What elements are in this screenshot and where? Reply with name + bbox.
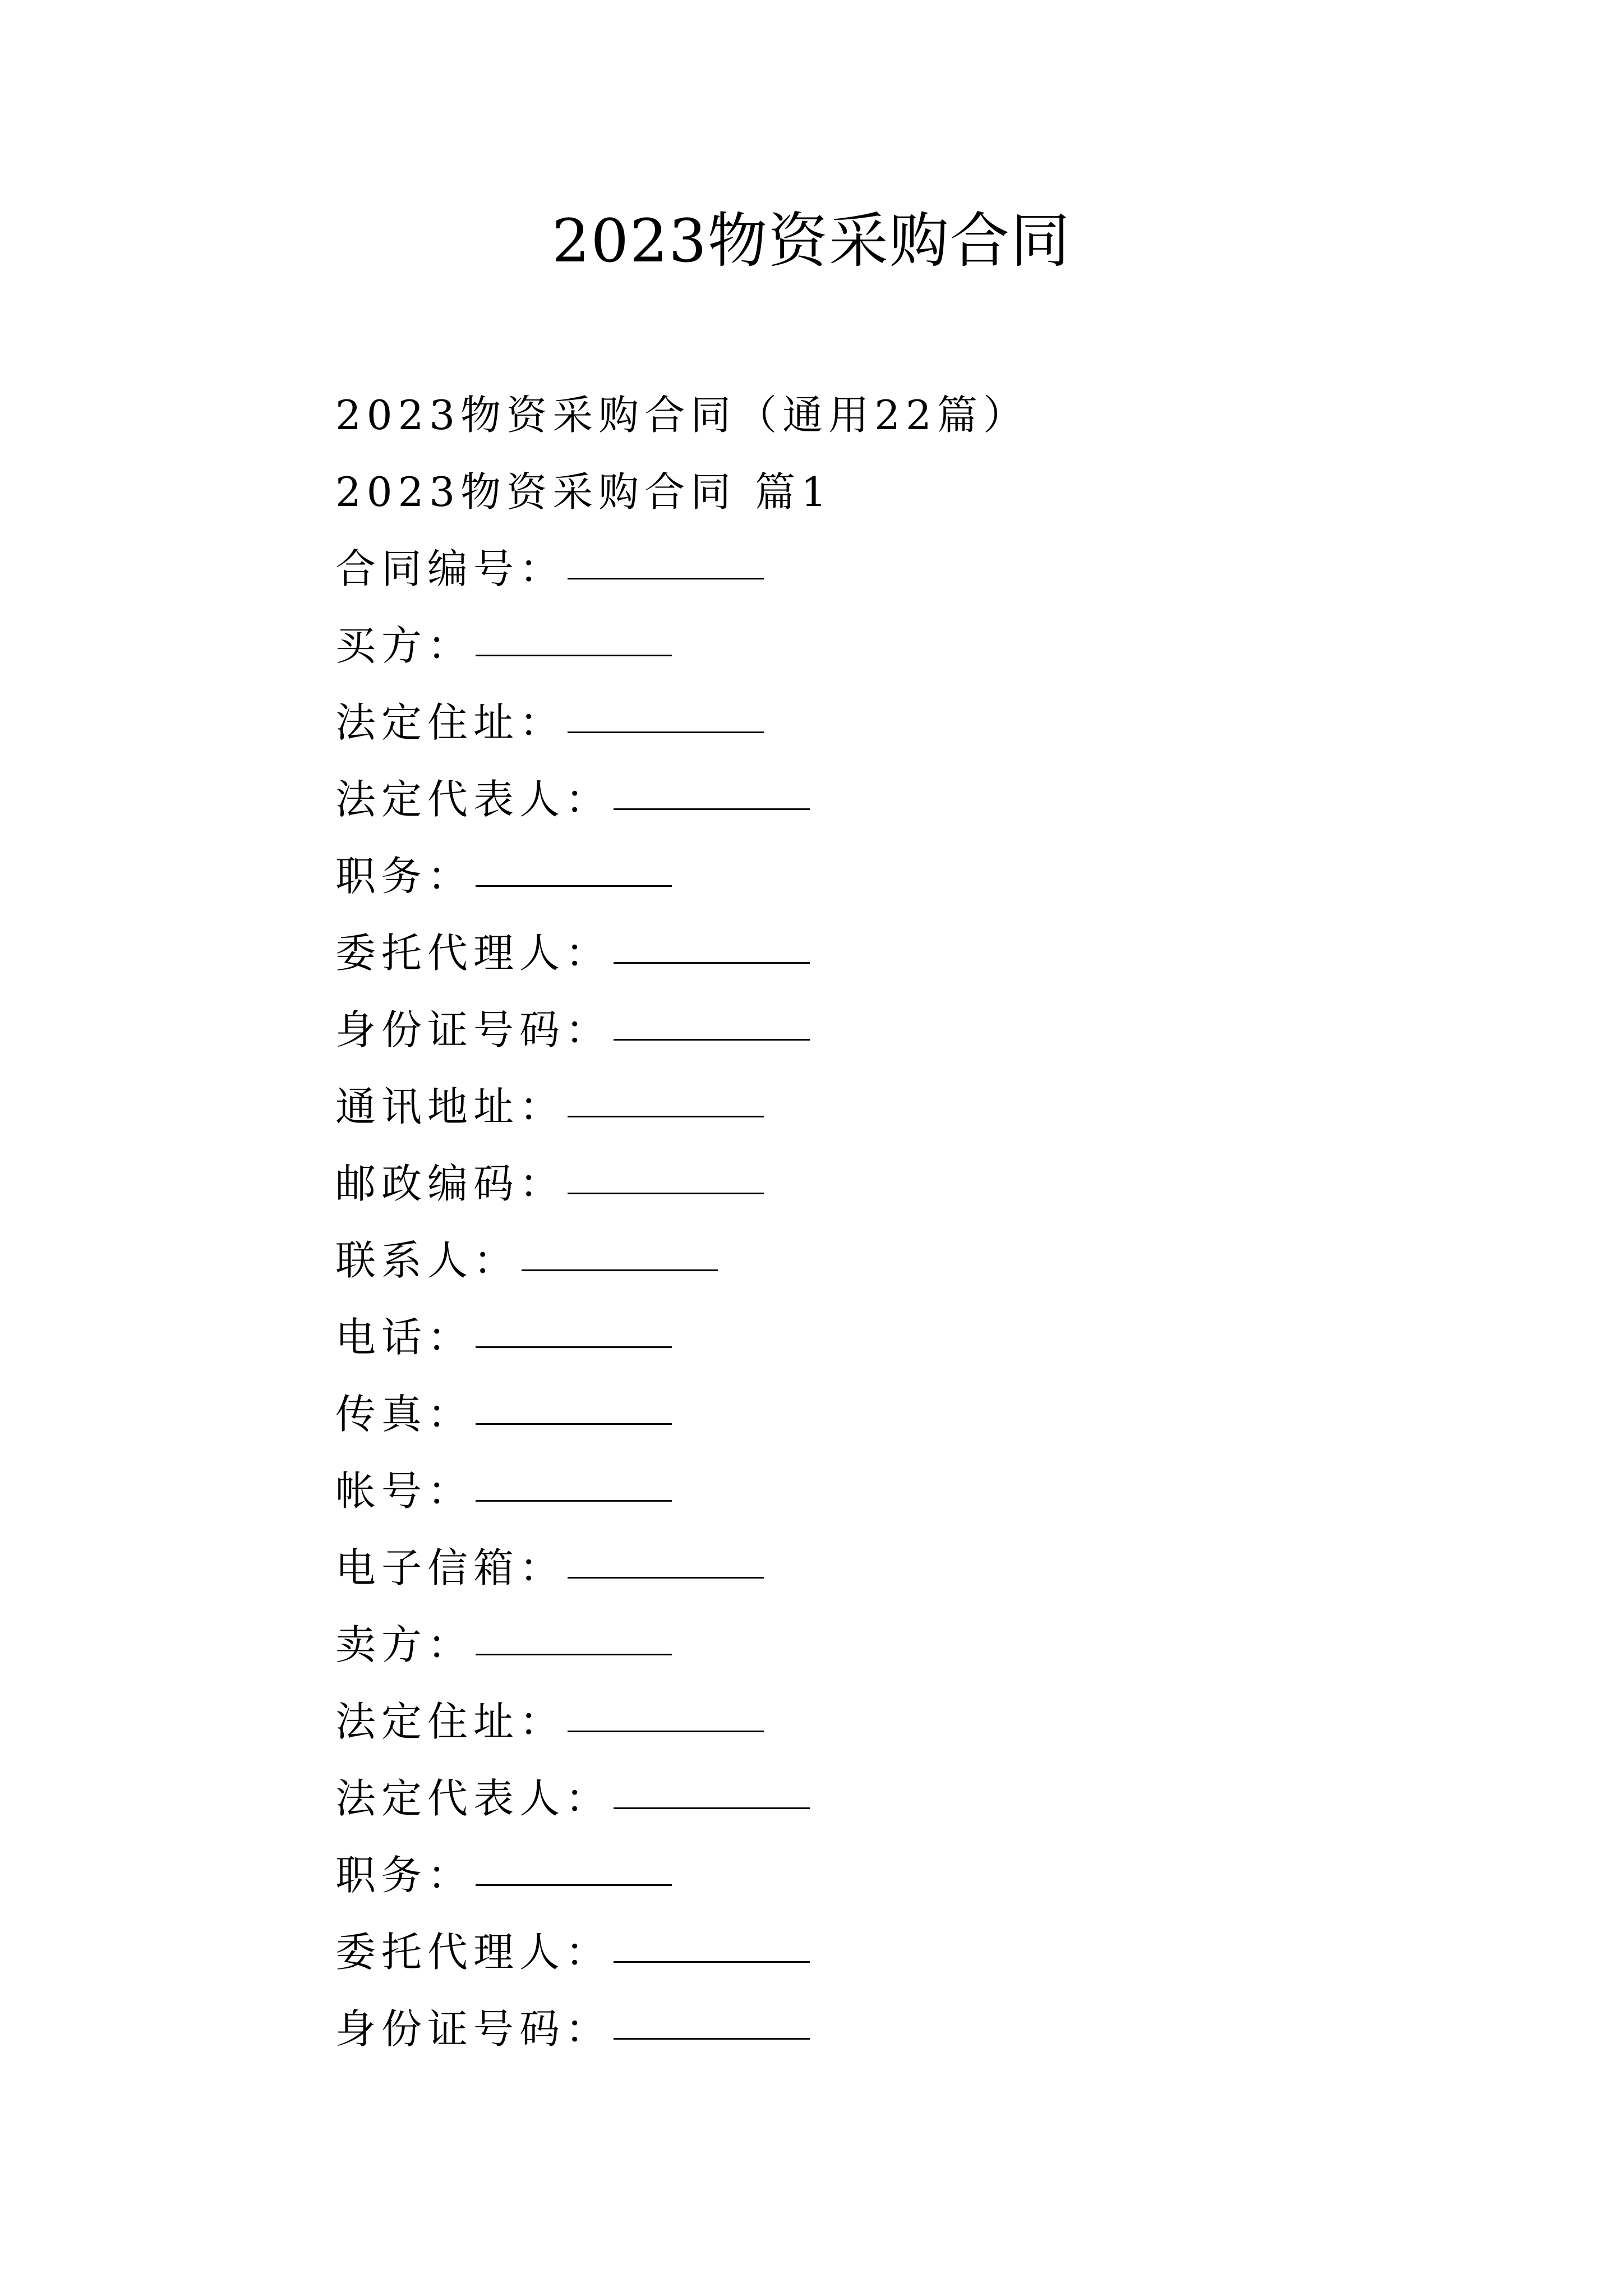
field-line [335,1683,1569,1760]
fill-blank [476,1653,672,1655]
fill-blank [476,1499,672,1502]
section-heading: 2023物资采购合同 篇1 [335,468,832,516]
field-label: 法定住址： [335,1698,566,1745]
field-label: 通讯地址： [335,1083,566,1130]
document-subtitle: 2023物资采购合同（通用22篇） [335,392,1029,439]
fill-blank [476,1345,672,1348]
field-label: 法定代表人： [335,1775,612,1822]
fill-blank [568,1729,764,1732]
field-line [335,1607,1569,1683]
field-line [335,1145,1569,1222]
fill-blank [476,884,672,887]
field-label: 委托代理人： [335,1929,612,1976]
field-label: 邮政编码： [335,1160,566,1207]
field-label: 帐号： [335,1467,474,1515]
fill-blank [614,2037,810,2040]
field-label: 身份证号码： [335,2005,612,2053]
fill-blank [614,807,810,810]
field-line [335,1760,1569,1837]
fill-blank [614,1960,810,1963]
field-line [335,1914,1569,1991]
field-label: 职务： [335,853,474,900]
field-label: 职务： [335,1852,474,1899]
fill-blank [476,1883,672,1886]
field-label: 联系人： [335,1237,520,1284]
document-body [335,377,1569,2068]
fill-blank [614,961,810,964]
field-line [335,992,1569,1069]
fill-blank [614,1038,810,1041]
fill-blank [568,1576,764,1579]
field-label: 传真： [335,1391,474,1438]
fill-blank [568,577,764,579]
field-line [335,915,1569,992]
field-label: 电子信箱： [335,1544,566,1591]
field-label: 合同编号： [335,545,566,592]
document-title: 2023物资采购合同 [552,206,1071,275]
fill-blank [522,1268,718,1271]
field-label: 身份证号码： [335,1006,612,1053]
field-line [335,1530,1569,1607]
field-line [335,1991,1569,2068]
field-line [335,761,1569,838]
field-line [335,1069,1569,1145]
field-line [335,1376,1569,1453]
field-label: 委托代理人： [335,930,612,977]
field-label: 法定代表人： [335,776,612,823]
field-line [335,531,1569,608]
field-label: 卖方： [335,1621,474,1668]
field-line [335,684,1569,761]
fill-blank [476,654,672,656]
field-line [335,608,1569,684]
field-line [335,1837,1569,1914]
field-label: 买方： [335,622,474,669]
field-line [335,1299,1569,1376]
fill-blank [568,730,764,733]
fill-blank [568,1191,764,1194]
field-line [335,1222,1569,1299]
field-label: 法定住址： [335,699,566,746]
fill-blank [614,1806,810,1809]
field-line [335,1453,1569,1530]
field-label: 电话： [335,1314,474,1361]
field-line [335,838,1569,915]
fill-blank [568,1115,764,1117]
fill-blank [476,1422,672,1425]
